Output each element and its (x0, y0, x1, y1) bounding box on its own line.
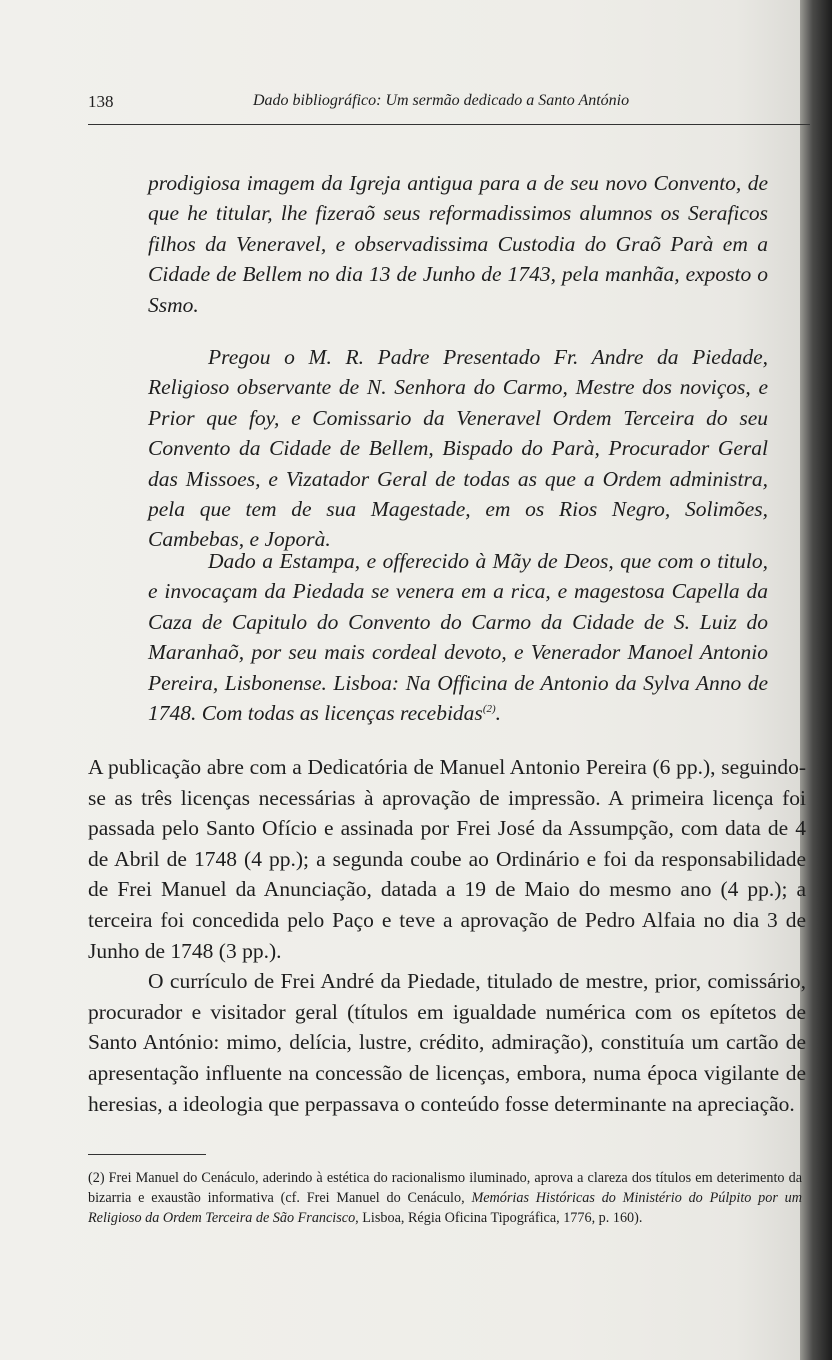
quote-text-1: prodigiosa imagem da Igreja antigua para a de seu novo Convento, de que he titular, lhe fizeraõ seus reformadissimos alumnos os Seraficos filhos da Veneravel, e observadissima Custodia do Graõ Parà em a Cidade de Bellem no dia 13 de Junho de 1743, pela manhãa, exposto o Ssmo. (148, 171, 768, 317)
footnote-title: Memórias Históricas do Ministério do Púlpito por um Religioso da Ordem Terceira de São Francisco (88, 1190, 802, 1226)
body-paragraph-2: O currículo de Frei André da Piedade, titulado de mestre, prior, comissário, procurador e visitador geral (títulos em igualdade numérica com os epítetos de Santo António: mimo, delícia, lustre, crédito, admiração), constituía um cartão de apresentação influente na concessão de licenças, embora, numa época vigilante de heresias, a ideologia que perpassava o conteúdo fosse determinante na apreciação. (88, 969, 806, 1116)
footnote (88, 1168, 802, 1228)
quote-text-3-end: . (495, 701, 502, 726)
footnote-lead: (2) Frei Manuel do Cenáculo, aderindo à estética do racionalismo iluminado, aprova a clareza dos títulos em deterimento da bizarria e exaustão informativa (cf. Frei Manuel do Cenáculo, (88, 1170, 802, 1206)
quote-paragraph-3 (148, 546, 768, 728)
body-paragraph-1: A publicação abre com a Dedicatória de Manuel Antonio Pereira (6 pp.), seguindo-se as três licenças necessárias à aprovação de impressão. A primeira licença foi passada pelo Santo Ofício e assinada por Frei José da Assumpção, com data de 4 de Abril de 1748 (4 pp.); a segunda coube ao Ordinário e foi da responsabilidade de Frei Manuel da Anunciação, datada a 19 de Maio do mesmo ano (4 pp.); a terceira foi concedida pelo Paço e teve a aprovação de Pedro Alfaia no dia 3 de Junho de 1748 (3 pp.). (88, 755, 806, 963)
page-header (88, 92, 810, 122)
footnote-rule (88, 1154, 206, 1155)
quote-text-2: Pregou o M. R. Padre Presentado Fr. Andre da Piedade, Religioso observante de N. Senhora do Carmo, Mestre dos noviços, e Prior que foy, e Comissario da Veneravel Ordem Terceira do seu Convento da Cidade de Bellem, Bispado do Parà, Procurador Geral das Missoes, e Vizatador Geral de todas as que a Ordem administra, pela que tem de sua Magestade, em os Rios Negro, Solimões, Cambebas, e Joporà. (148, 345, 768, 552)
footnote-reference[interactable]: (2) (482, 702, 496, 715)
quote-text-3-body: Dado a Estampa, e offerecido à Mãy de Deos, que com o titulo, e invocaçam da Piedada se venera em a rica, e magestosa Capella da Caza de Capitulo do Convento do Carmo da Cidade de S. Luiz do Maranhaõ, por seu mais cordeal devoto, e Venerador Manoel Antonio Pereira, Lisbonense. Lisboa: Na Officina de Antonio da Sylva Anno de 1748. Com todas as licenças recebidas (148, 549, 768, 726)
footnote-tail: , Lisboa, Régia Oficina Tipográfica, 1776, p. 160). (355, 1210, 643, 1226)
header-rule (88, 124, 810, 125)
running-title: Dado bibliográfico: Um sermão dedicado a Santo António (253, 92, 630, 109)
quote-text-3 (148, 546, 768, 728)
page-edge-shadow (800, 0, 832, 1360)
body-text (88, 752, 806, 1119)
quote-paragraph-1 (148, 168, 768, 320)
quote-paragraph-2 (148, 342, 768, 555)
page-number: 138 (88, 92, 114, 111)
